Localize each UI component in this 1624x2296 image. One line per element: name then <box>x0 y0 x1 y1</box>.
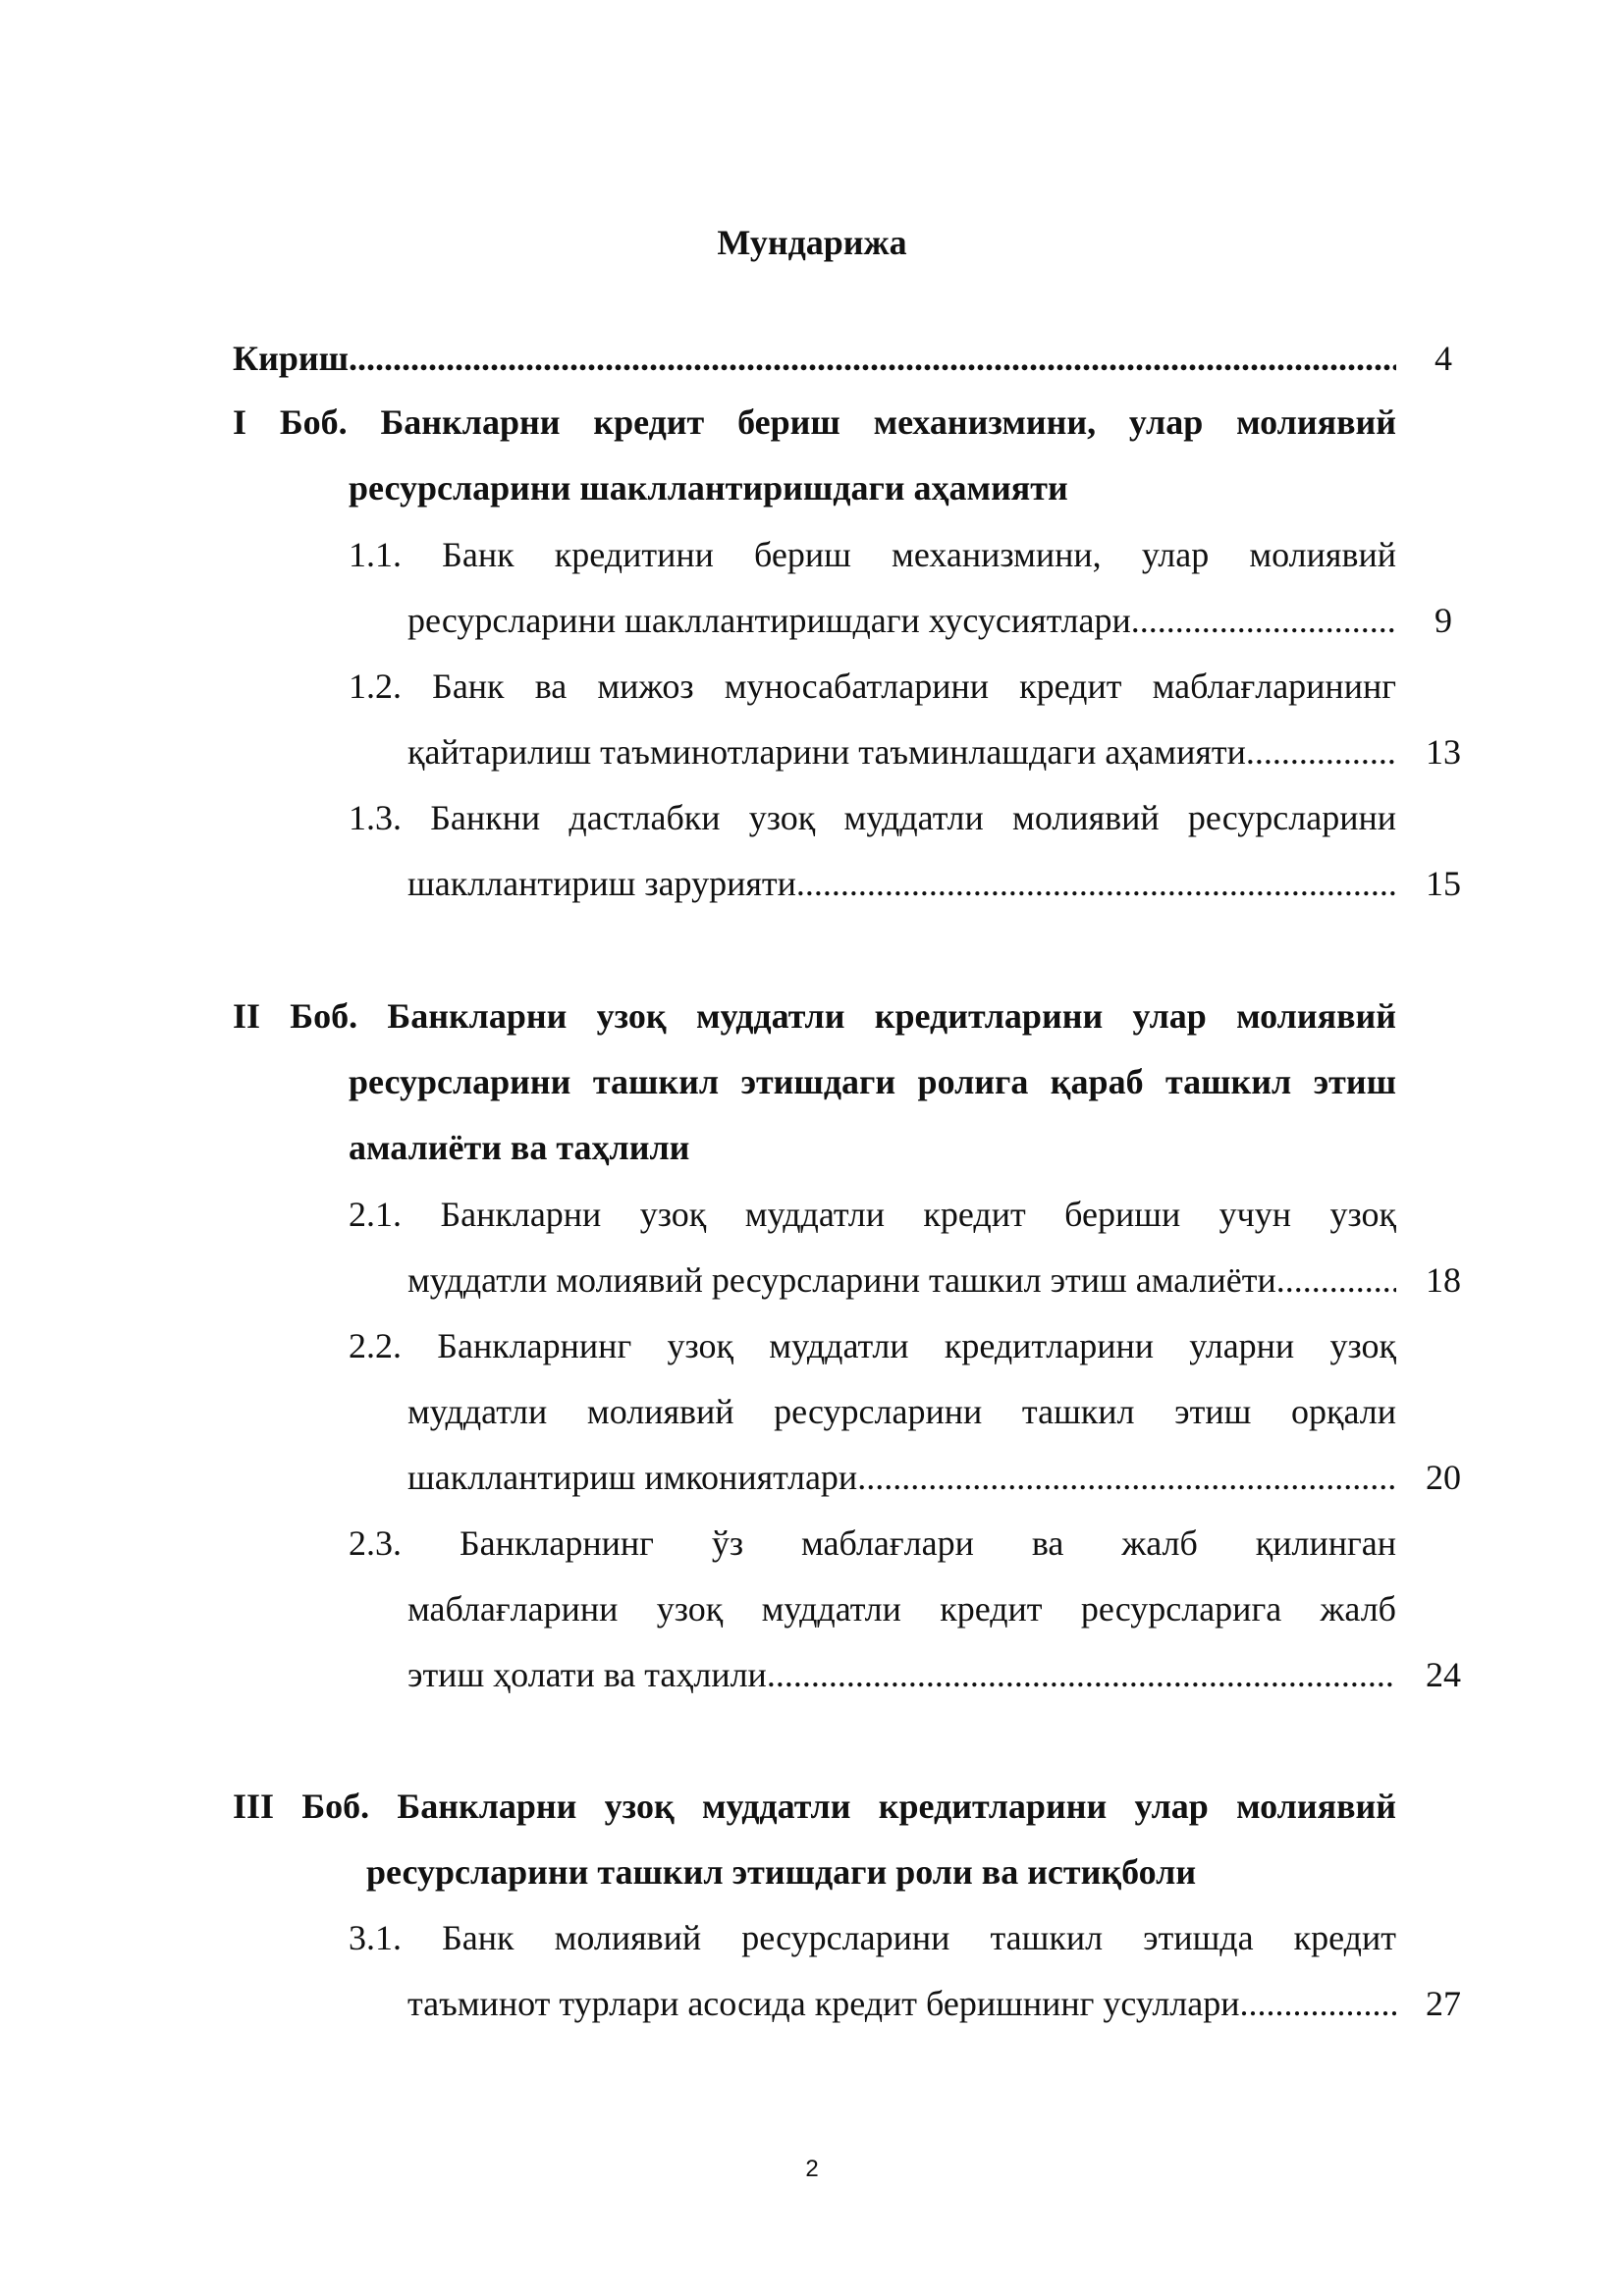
toc-entry-intro[interactable] <box>233 334 1396 383</box>
toc-entry-1-2[interactable]: 1.2. Банк ва мижоз муносабатларини кредит маблағларининг <box>349 667 1396 706</box>
dot-leader <box>767 1650 1396 1699</box>
toc-entry-2-3-cont: маблағларини узоқ муддатли кредит ресурсларига жалб <box>407 1589 1396 1629</box>
toc-entry-label: Кириш <box>233 339 350 378</box>
toc-entry-text: этиш ҳолати ва таҳлили <box>407 1655 767 1694</box>
footer-page-number: 2 <box>805 2156 819 2182</box>
toc-page-number: 13 <box>1426 732 1461 772</box>
toc-page-number: 15 <box>1426 864 1461 903</box>
dot-leader <box>1131 596 1396 645</box>
dot-leader <box>1276 1255 1396 1305</box>
toc-entry-text: ресурсларини шакллантиришдаги хусусиятлари <box>407 601 1131 640</box>
toc-entry-1-1[interactable]: 1.1. Банк кредитини бериш механизмини, улар молиявий <box>349 535 1396 574</box>
toc-entry-2-1-cont <box>407 1255 1396 1305</box>
toc-page-number: 9 <box>1435 601 1452 640</box>
toc-entry-2-2[interactable]: 2.2. Банкларнинг узоқ муддатли кредитларини уларни узоқ <box>349 1326 1396 1365</box>
toc-entry-text: таъминот турлари асосида кредит беришнинг усуллари <box>407 1984 1240 2023</box>
toc-entry-1-1-cont <box>407 596 1396 645</box>
chapter-heading-3-cont: ресурсларини ташкил этишдаги роли ва истиқболи <box>366 1852 1197 1892</box>
chapter-heading-1[interactable]: I Боб. Банкларни кредит бериш механизмини, улар молиявий <box>233 402 1396 442</box>
toc-entry-text: қайтарилиш таъминотларини таъминлашдаги аҳамияти <box>407 732 1246 772</box>
dot-leader <box>1240 1979 1397 2028</box>
dot-leader <box>1246 727 1396 776</box>
toc-entry-text: шакллантириш имкониятлари <box>407 1458 858 1497</box>
toc-entry-2-2-cont <box>407 1453 1396 1502</box>
chapter-heading-2-cont: амалиёти ва таҳлили <box>349 1128 690 1167</box>
chapter-heading-2-cont: ресурсларини ташкил этишдаги ролига қараб ташкил этиш <box>349 1062 1396 1101</box>
toc-entry-1-2-cont <box>407 727 1396 776</box>
toc-entry-text: муддатли молиявий ресурсларини ташкил этиш амалиёти <box>407 1260 1276 1300</box>
dot-leader <box>796 859 1396 908</box>
chapter-heading-3[interactable]: III Боб. Банкларни узоқ муддатли кредитларини улар молиявий <box>233 1787 1396 1826</box>
toc-page-number: 20 <box>1426 1458 1461 1497</box>
dot-leader <box>857 1453 1396 1502</box>
toc-entry-3-1[interactable]: 3.1. Банк молиявий ресурсларини ташкил этишда кредит <box>349 1918 1396 1957</box>
page-title: Мундарижа <box>717 223 907 262</box>
chapter-heading-2[interactable]: II Боб. Банкларни узоқ муддатли кредитларини улар молиявий <box>233 996 1396 1036</box>
toc-entry-2-2-cont: муддатли молиявий ресурсларини ташкил этиш орқали <box>407 1392 1396 1431</box>
toc-entry-1-3[interactable]: 1.3. Банкни дастлабки узоқ муддатли молиявий ресурсларини <box>349 798 1396 837</box>
toc-page-number: 18 <box>1426 1260 1461 1300</box>
toc-page-number: 4 <box>1435 339 1452 378</box>
dot-leader <box>349 334 1396 383</box>
toc-entry-2-3[interactable]: 2.3. Банкларнинг ўз маблағлари ва жалб қилинган <box>349 1523 1396 1563</box>
toc-page-number: 24 <box>1426 1655 1461 1694</box>
chapter-heading-1-cont: ресурсларини шакллантиришдаги аҳамияти <box>349 468 1068 507</box>
toc-entry-2-3-cont <box>407 1650 1396 1699</box>
toc-entry-text: шакллантириш зарурияти <box>407 864 796 903</box>
toc-entry-2-1[interactable]: 2.1. Банкларни узоқ муддатли кредит бериши учун узоқ <box>349 1195 1396 1234</box>
toc-page-number: 27 <box>1426 1984 1461 2023</box>
toc-entry-1-3-cont <box>407 859 1396 908</box>
toc-entry-3-1-cont <box>407 1979 1396 2028</box>
